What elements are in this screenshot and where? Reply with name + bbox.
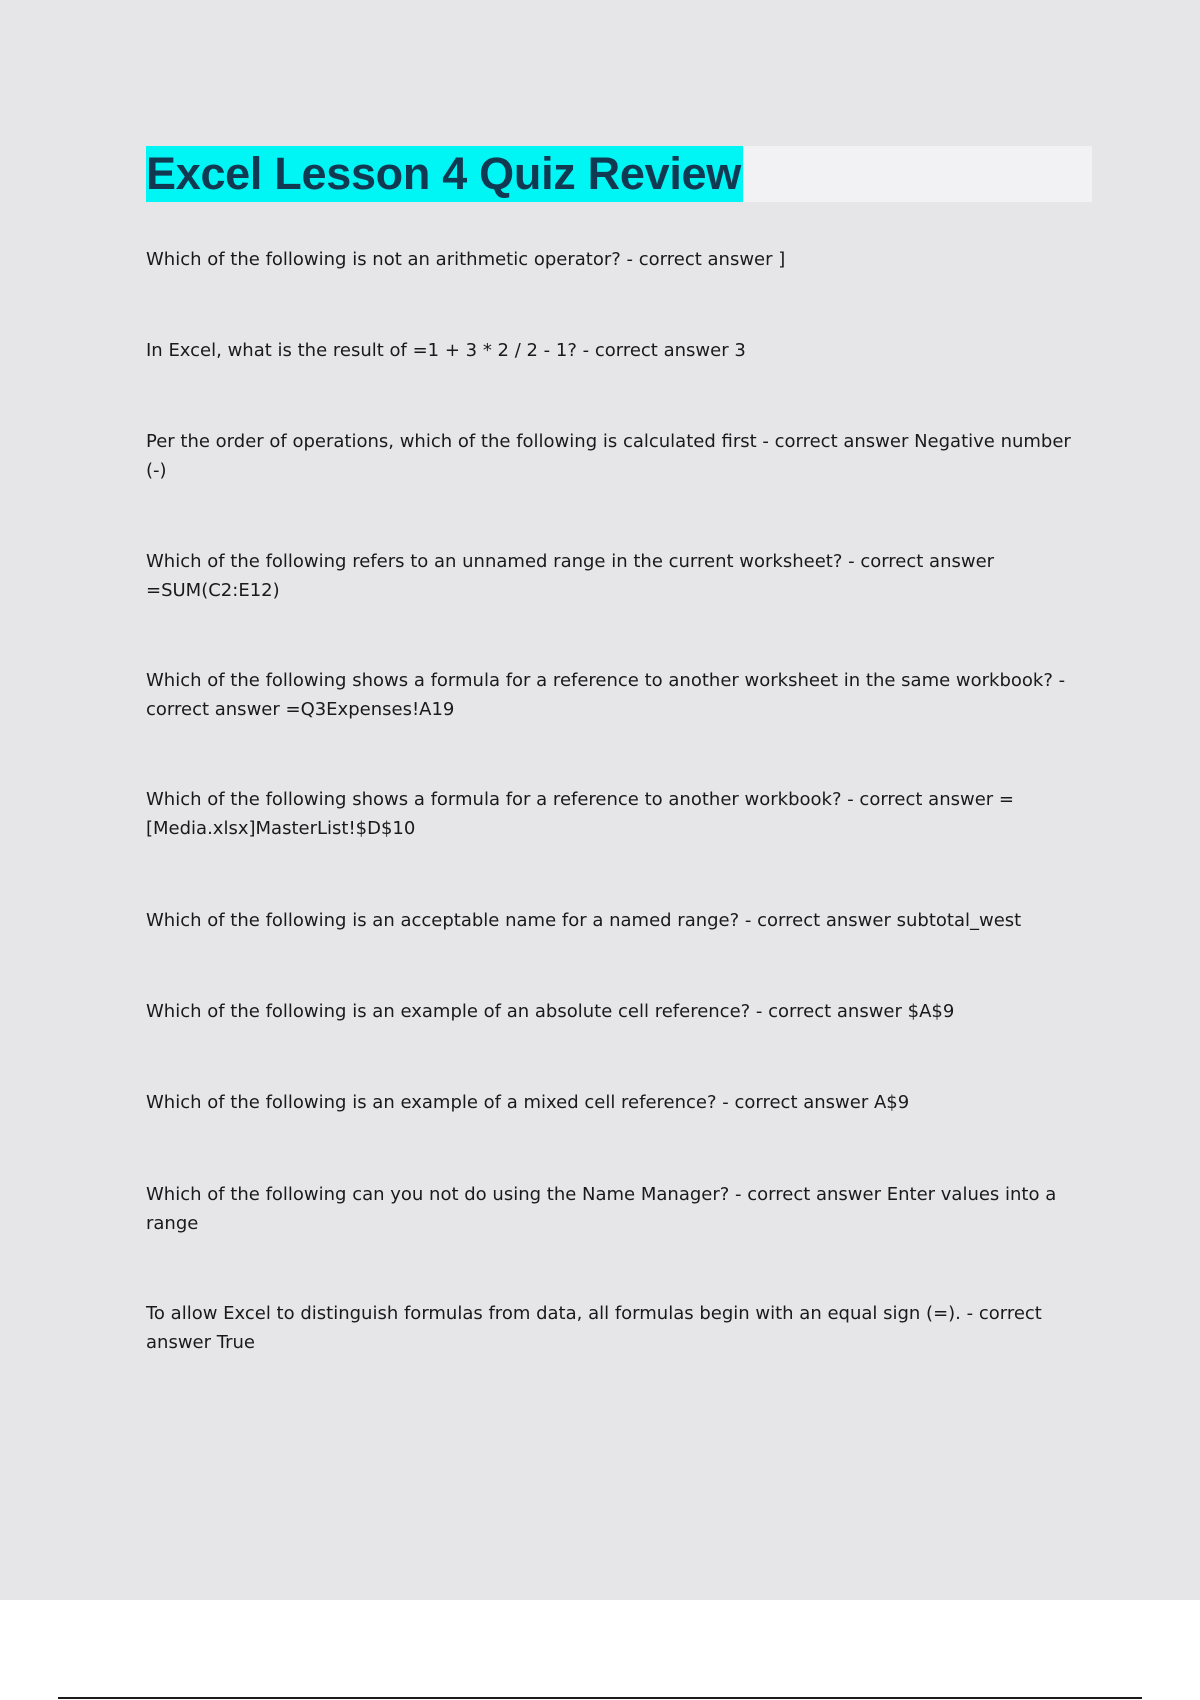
- quiz-item: To allow Excel to distinguish formulas from data, all formulas begin with an equal sign (=). - correct answer True: [146, 1303, 1042, 1353]
- quiz-item: Which of the following is an example of an absolute cell reference? - correct answer $A$9: [146, 1001, 955, 1022]
- quiz-item: Which of the following is an acceptable name for a named range? - correct answer subtotal_west: [146, 910, 1022, 931]
- quiz-item: Which of the following is not an arithmetic operator? - correct answer ]: [146, 249, 786, 270]
- quiz-item: In Excel, what is the result of =1 + 3 * 2 / 2 - 1? - correct answer 3: [146, 340, 746, 361]
- quiz-item: Which of the following refers to an unnamed range in the current worksheet? - correct answer =SUM(C2:E12): [146, 551, 995, 601]
- document-title: Excel Lesson 4 Quiz Review: [146, 146, 743, 202]
- quiz-item: Which of the following can you not do using the Name Manager? - correct answer Enter values into a range: [146, 1184, 1057, 1234]
- quiz-item: Per the order of operations, which of the following is calculated first - correct answer Negative number (-): [146, 431, 1071, 481]
- quiz-item: Which of the following shows a formula for a reference to another worksheet in the same workbook? - correct answer =Q3Expenses!A19: [146, 670, 1066, 720]
- quiz-item: Which of the following is an example of a mixed cell reference? - correct answer A$9: [146, 1092, 910, 1113]
- footer-rule: [58, 1697, 1142, 1699]
- quiz-item: Which of the following shows a formula for a reference to another workbook? - correct answer =[Media.xlsx]MasterList!$D$10: [146, 789, 1014, 839]
